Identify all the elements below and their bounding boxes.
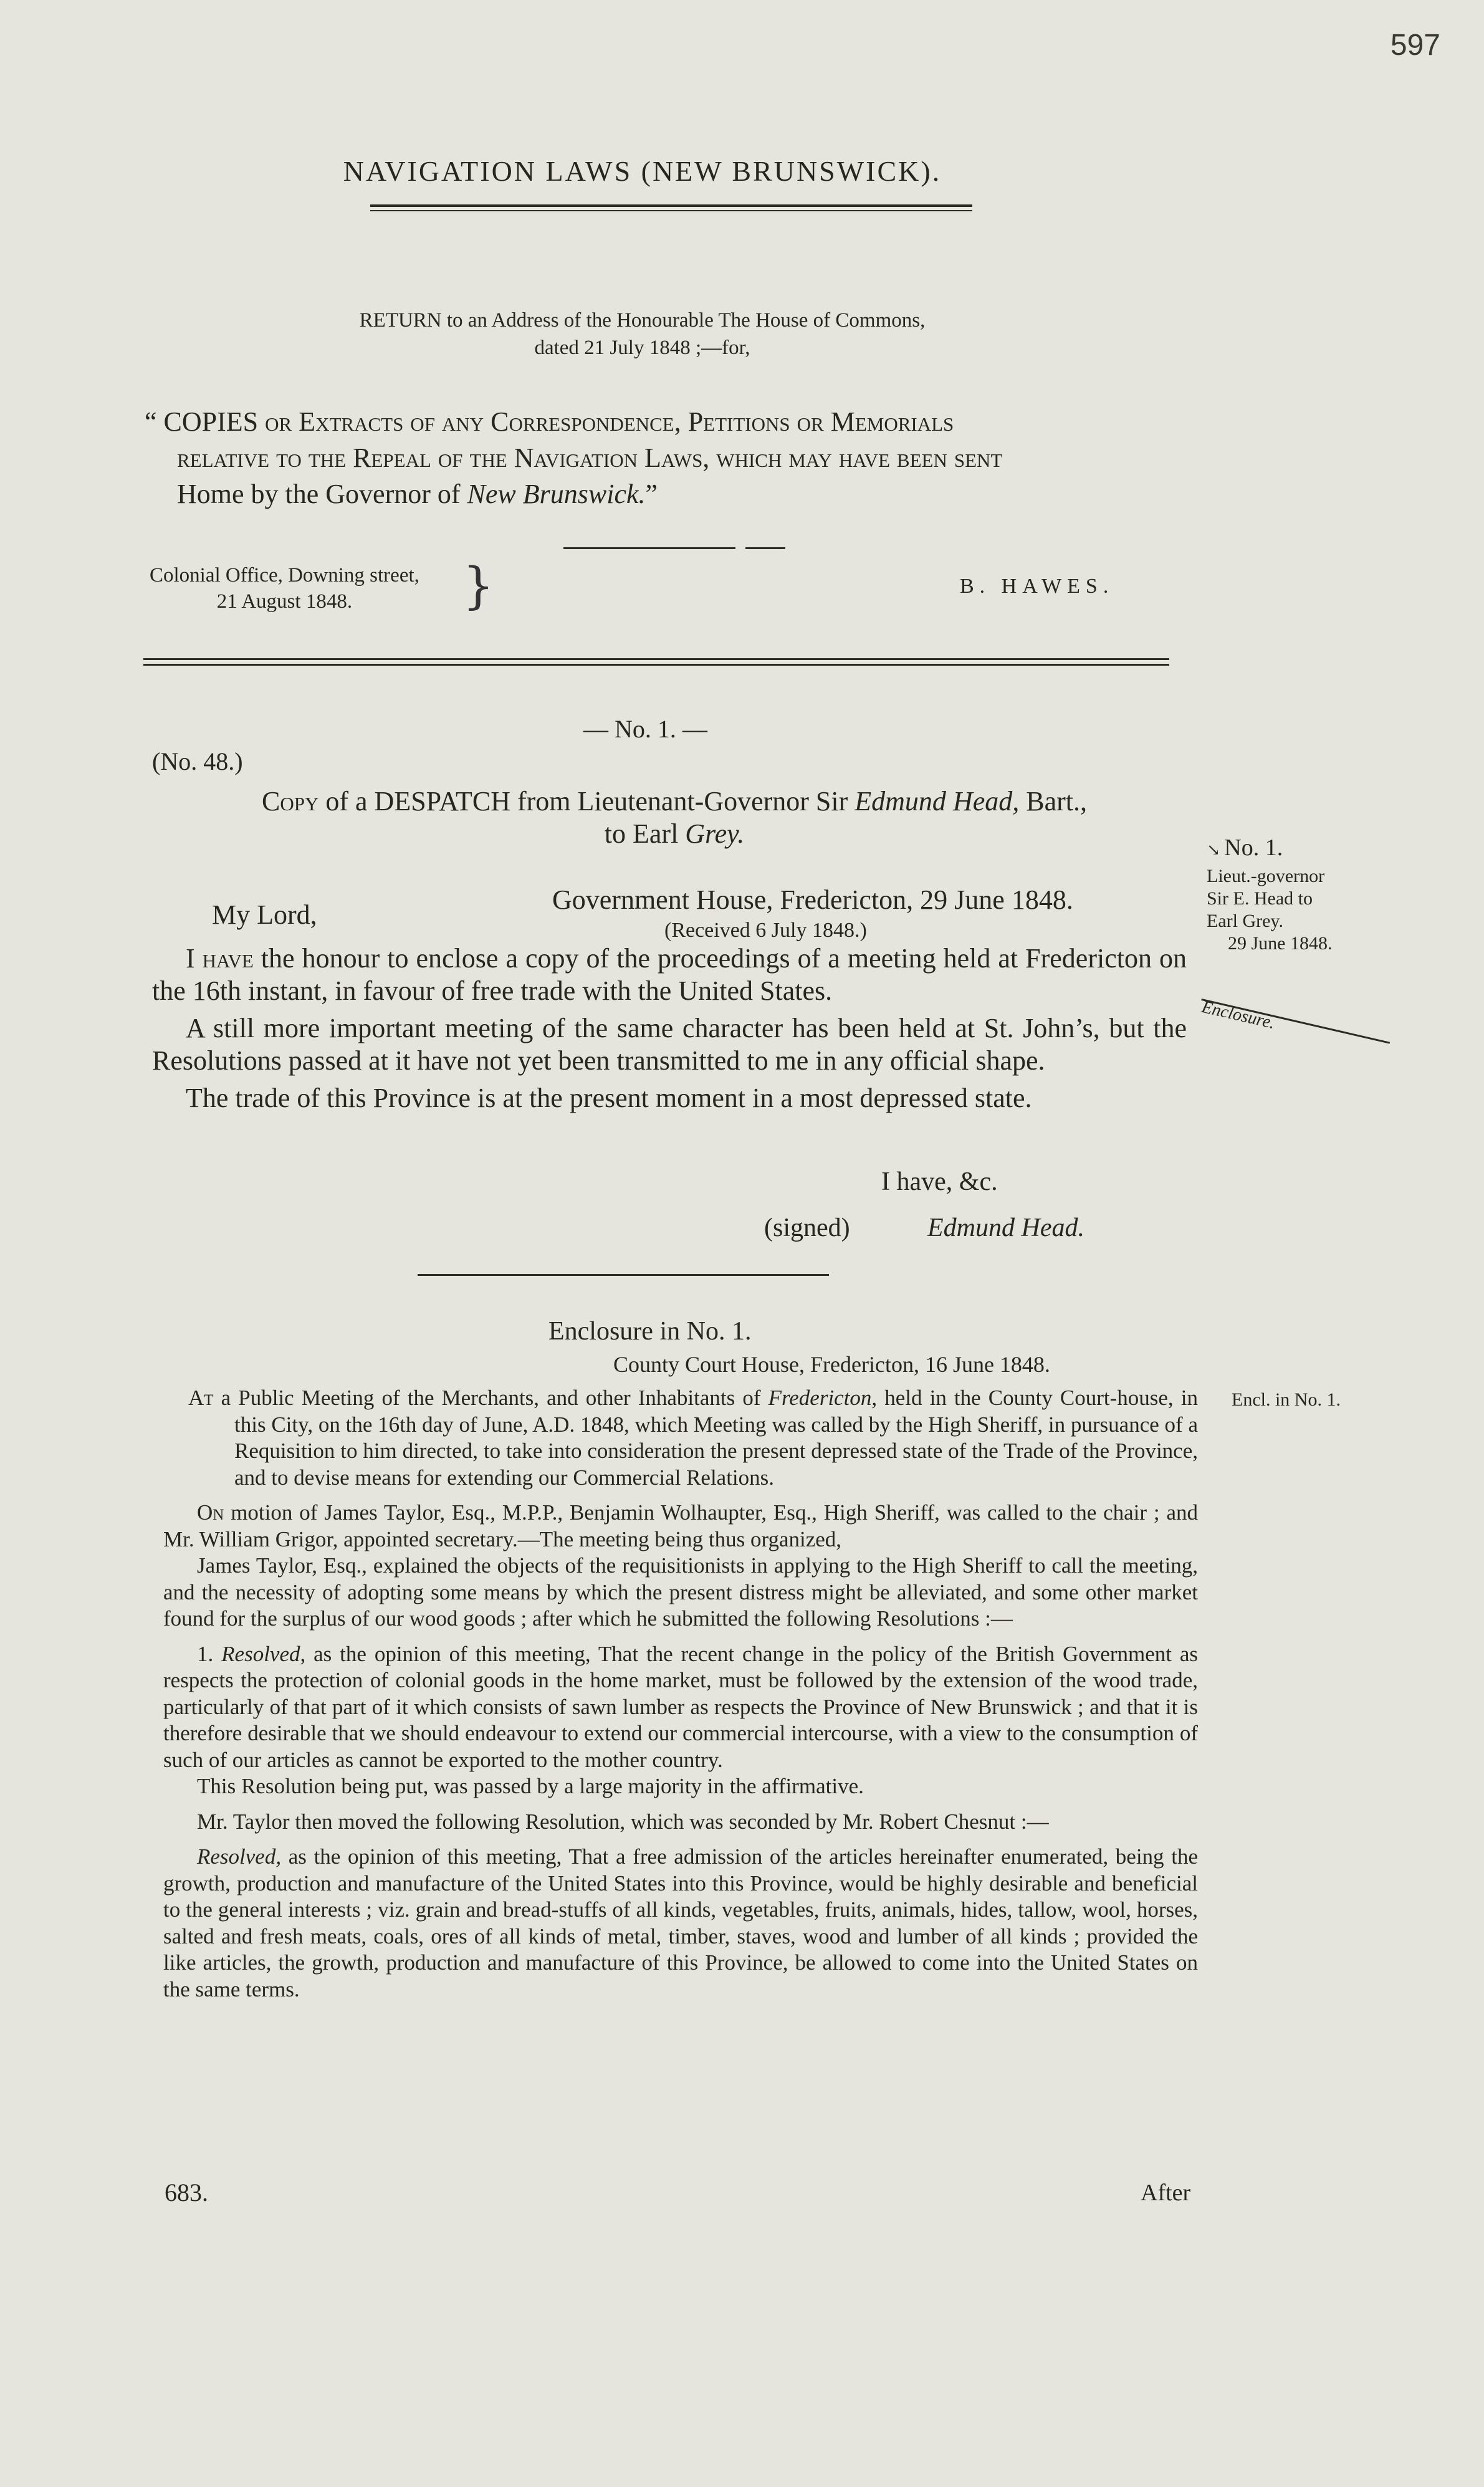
tick-mark: ↘ bbox=[1207, 841, 1225, 859]
grey-italic: Grey. bbox=[685, 818, 745, 849]
salutation: My Lord, bbox=[212, 899, 317, 930]
copies-line-3 bbox=[145, 476, 1179, 512]
colonial-office-line-2: 21 August 1848. bbox=[216, 590, 353, 613]
edmund-head-italic: Edmund Head, bbox=[854, 786, 1020, 817]
enclosure-paragraph-4-text: as the opinion of this meeting, That the recent change in the policy of the British Government as respects the protection of colonial goods in the home market, must be followed by the extension of the wood trade, particularly of that part of it which consists of sawn lumber as respects the Province of New Brunswick ; and that it is therefore desirable that we should endeavour to extend our commercial intercourse, with a view to the consumption of such of our articles as cannot be exported to the mother country. bbox=[163, 1641, 1199, 1772]
enclosure-paragraph-7-text: as the opinion of this meeting, That a free admission of the articles hereinafter enumerated, being the growth, production and manufacture of the United States into this Province, would be highly desirable and beneficial to the general interests ; viz. grain and bread-stuffs of all kinds, vegetables, fruits, animals, hides, tallow, wool, horses, salted and fresh meats, coals, ores of all kinds of metal, timber, staves, wood and lumber of all kinds ; provided the like articles, the growth, production and manufacture of this Province, be allowed to come into the United States on the same terms. bbox=[163, 1844, 1198, 2001]
enclosure-paragraph-4 bbox=[163, 1641, 1198, 1774]
short-rule-left bbox=[563, 547, 735, 549]
enclosure-paragraph-2 bbox=[163, 1500, 1198, 1553]
fredericton-italic: Fredericton, bbox=[768, 1386, 878, 1410]
received-date: (Received 6 July 1848.) bbox=[664, 919, 867, 942]
new-brunswick-italic: New Brunswick. bbox=[467, 479, 646, 509]
enclosure-paragraph-2-text: motion of James Taylor, Esq., M.P.P., Benjamin Wolhaupter, Esq., High Sheriff, was called to the chair ; and Mr. William Grigor, appointed secretary.—The meeting being thus organized, bbox=[163, 1500, 1198, 1551]
enclosure-body bbox=[163, 1385, 1198, 2003]
copies-paragraph bbox=[145, 404, 1179, 512]
closing-signed: (signed) bbox=[764, 1214, 850, 1242]
margin-note-no1 bbox=[1207, 833, 1333, 955]
despatch-body bbox=[152, 942, 1187, 1114]
signature-mark: 683. bbox=[165, 2178, 208, 2207]
margin-line-4: Earl Grey. bbox=[1207, 911, 1283, 931]
title-underline bbox=[370, 204, 972, 211]
catchword: After bbox=[1141, 2180, 1191, 2206]
despatch-paragraph-1-text: the honour to enclose a copy of the proceedings of a meeting held at Fredericton on the 16th instant, in favour of free trade with the United States. bbox=[152, 943, 1187, 1006]
enclosure-heading: Enclosure in No. 1. bbox=[548, 1317, 752, 1346]
resolution-number: 1. bbox=[197, 1641, 222, 1666]
colonial-office-dateline bbox=[150, 562, 419, 615]
margin-line-2: Lieut.-governor bbox=[1207, 866, 1325, 886]
resolved-italic-1: Resolved, bbox=[221, 1641, 306, 1666]
signatory-hawes: B. HAWES. bbox=[960, 575, 1114, 598]
copy-label: Copy bbox=[261, 786, 319, 817]
enclosure-paragraph-1-text-a: a Public Meeting of the Merchants, and other Inhabitants of bbox=[213, 1386, 768, 1410]
copies-line-2: relative to the Repeal of the Navigation Laws, which may have been sent bbox=[177, 443, 1003, 473]
closing-quote: ” bbox=[645, 479, 658, 509]
margin-no1-label bbox=[1207, 833, 1333, 865]
despatch-title bbox=[176, 785, 1173, 850]
margin-enclosure-label: Enclosure. bbox=[1200, 997, 1277, 1033]
enclosure-paragraph-1 bbox=[188, 1385, 1198, 1491]
despatch-paragraph-2: A still more important meeting of the same character has been held at St. John’s, but the Resolutions passed at it have not yet been transmitted to me in any official shape. bbox=[152, 1013, 1187, 1076]
copies-line-3-text: Home by the Governor of bbox=[177, 479, 467, 509]
margin-note-encl: Encl. in No. 1. bbox=[1232, 1389, 1341, 1410]
despatch-paragraph-3: The trade of this Province is at the present moment in a most depressed state. bbox=[186, 1083, 1032, 1113]
enclosure-paragraph-3: James Taylor, Esq., explained the objects of the requisitionists in applying to the High Sheriff to call the meeting, and the necessity of adopting some means by which the present distress might be alleviated, and some other market found for the surplus of our wood goods ; after which he submitted the following Resolutions :— bbox=[163, 1553, 1198, 1631]
mid-rule bbox=[418, 1274, 829, 1276]
margin-line-3: Sir E. Head to bbox=[1207, 888, 1313, 909]
enclosure-paragraph-6: Mr. Taylor then moved the following Resolution, which was seconded by Mr. Robert Chesnut :— bbox=[197, 1809, 1049, 1834]
despatch-title-line-2 bbox=[176, 818, 1173, 850]
short-rule-right bbox=[745, 547, 785, 549]
despatch-paragraph-1 bbox=[152, 942, 1187, 1007]
document-title: NAVIGATION LAWS (NEW BRUNSWICK). bbox=[343, 155, 942, 187]
closing-i-have: I have, &c. bbox=[881, 1167, 998, 1196]
section-double-rule bbox=[143, 658, 1169, 666]
county-court-dateline: County Court House, Fredericton, 16 June 1848. bbox=[613, 1352, 1050, 1377]
colonial-office-line-1: Colonial Office, Downing street, bbox=[150, 564, 419, 587]
despatch-title-text: of a DESPATCH from Lieutenant-Governor Sir bbox=[318, 786, 855, 817]
government-house-dateline: Government House, Fredericton, 29 June 1848. bbox=[552, 884, 1073, 915]
enclosure-paragraph-5: This Resolution being put, was passed by a large majority in the affirmative. bbox=[197, 1774, 864, 1798]
resolved-italic-2: Resolved, bbox=[197, 1844, 282, 1869]
bart-text: Bart., bbox=[1019, 786, 1088, 817]
enclosure-paragraph-1-text-b: held in the County Court-house, in this City, on the 16th day of June, A.D. 1848, which Meeting was called by the High Sheriff, in pursuance of a Requisition to him directed, to take into consideration the present depressed state of the Trade of the Province, and to devise means for extending our Commercial Relations. bbox=[234, 1386, 1198, 1490]
brace-mark: } bbox=[462, 557, 494, 615]
margin-no1-text: No. 1. bbox=[1224, 835, 1283, 861]
to-earl-text: to Earl bbox=[604, 818, 686, 849]
no1-heading: — No. 1. — bbox=[583, 715, 707, 743]
page-number: 597 bbox=[1390, 29, 1440, 62]
margin-line-5: 29 June 1848. bbox=[1228, 933, 1333, 954]
return-line-1: RETURN to an Address of the Honourable The House of Commons, bbox=[359, 309, 926, 332]
copies-line-1: “ COPIES or Extracts of any Correspondence, Petitions or Memorials bbox=[145, 406, 954, 437]
despatch-number: (No. 48.) bbox=[152, 747, 243, 775]
closing-signature-name: Edmund Head. bbox=[927, 1214, 1084, 1242]
return-line-2: dated 21 July 1848 ;—for, bbox=[534, 337, 750, 359]
despatch-title-line-1 bbox=[176, 785, 1173, 818]
return-heading bbox=[0, 307, 1384, 362]
i-have-lead: I have bbox=[186, 943, 254, 974]
enclosure-paragraph-7 bbox=[163, 1844, 1198, 2003]
at-lead: At bbox=[188, 1386, 214, 1410]
on-lead: On bbox=[197, 1500, 224, 1525]
